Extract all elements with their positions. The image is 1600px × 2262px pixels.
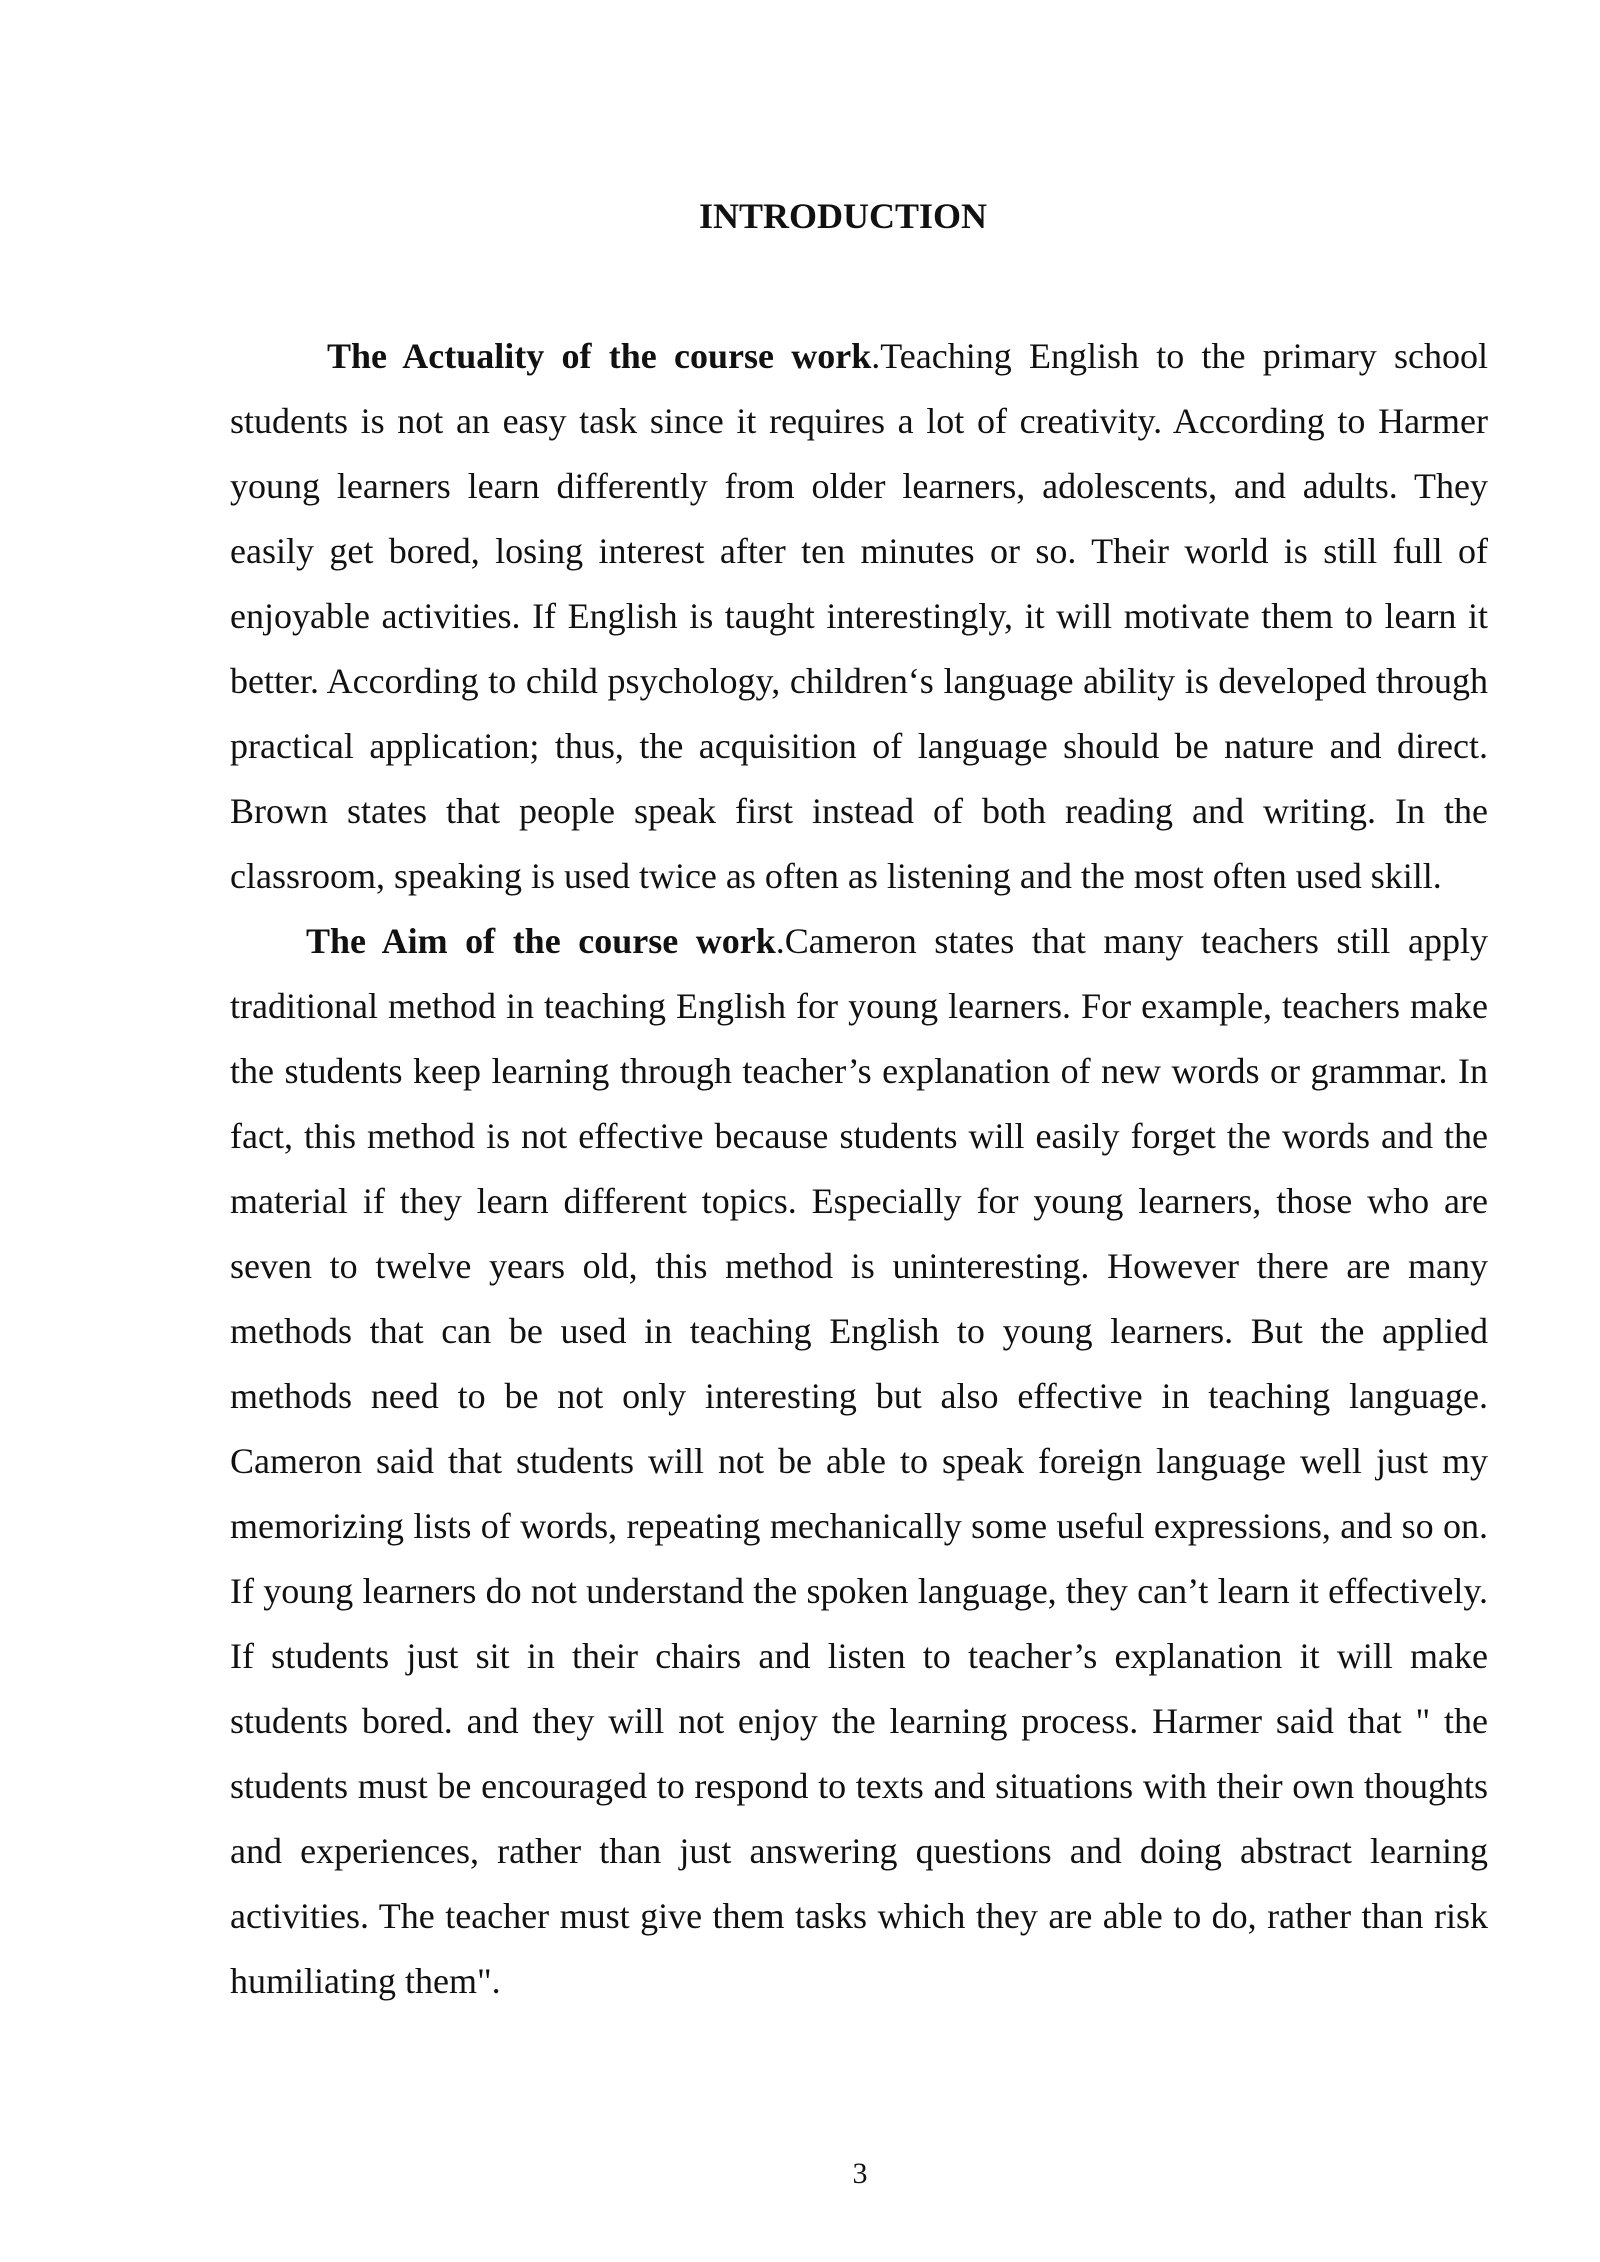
paragraph-aim (230, 909, 1488, 2014)
paragraph-text-aim: .Cameron states that many teachers still apply traditional method in teaching English for young learners. For example, teachers make the students keep learning through teacher’s explanation of new words or grammar. In fact, this method is not effective because students will easily forget the words and the material if they learn different topics. Especially for young learners, those who are seven to twelve years old, this method is uninteresting. However there are many methods that can be used in teaching English to young learners. But the applied methods need to be not only interesting but also effective in teaching language. Cameron said that students will not be able to speak foreign language well just my memorizing lists of words, repeating mechanically some useful expressions, and so on. If young learners do not understand the spoken language, they can’t learn it effectively. If students just sit in their chairs and listen to teacher’s explanation it will make students bored. and they will not enjoy the learning process. Harmer said that " the students must be encouraged to respond to texts and situations with their own thoughts and experiences, rather than just answering questions and doing abstract learning activities. The teacher must give them tasks which they are able to do, rather than risk humiliating them". (230, 921, 1488, 2001)
paragraph-lead-aim: The Aim of the course work (306, 921, 776, 961)
document-body (230, 324, 1488, 2014)
paragraph-actuality (230, 324, 1488, 909)
page-heading: INTRODUCTION (698, 196, 988, 236)
paragraph-lead-actuality: The Actuality of the course work (327, 336, 872, 376)
paragraph-text-actuality: .Teaching English to the primary school students is not an easy task since it requires a lot of creativity. According to Harmer young learners learn differently from older learners, adolescents, and adults. They easily get bored, losing interest after ten minutes or so. Their world is still full of enjoyable activities. If English is taught interestingly, it will motivate them to learn it better. According to child psychology, children‘s language ability is developed through practical application; thus, the acquisition of language should be nature and direct. Brown states that people speak first instead of both reading and writing. In the classroom, speaking is used twice as often as listening and the most often used skill. (230, 336, 1488, 896)
page-number: 3 (852, 2157, 868, 2190)
